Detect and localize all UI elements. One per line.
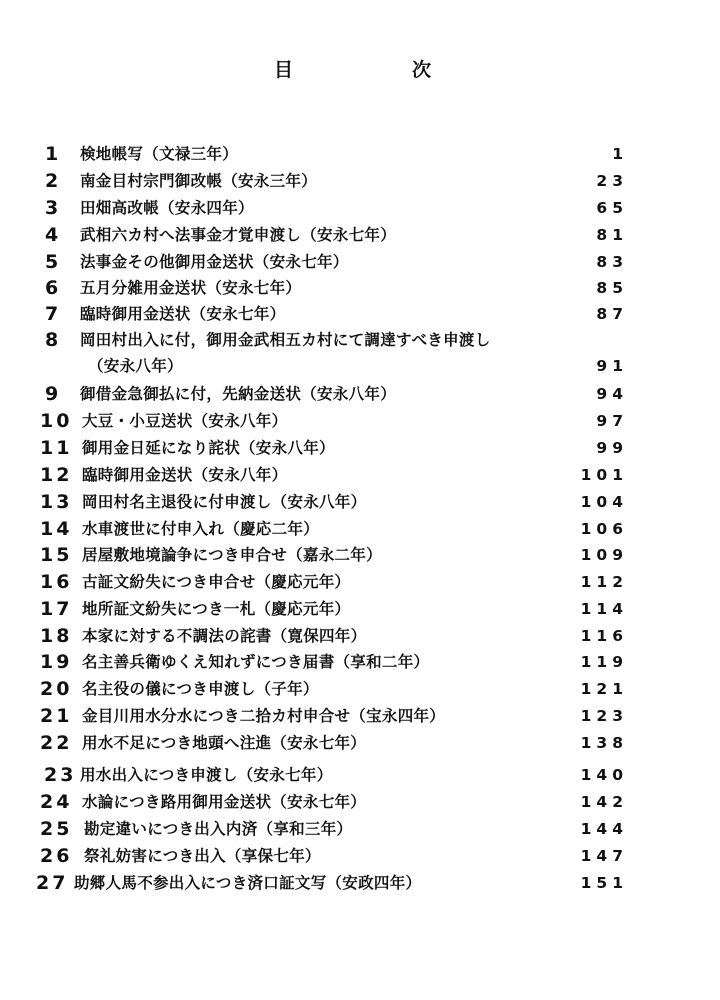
entry-page: 142 <box>580 793 628 811</box>
entry-page: 104 <box>580 493 628 511</box>
toc-entry <box>0 704 720 730</box>
entry-number: 27 <box>36 872 69 894</box>
entry-page: 123 <box>580 707 628 725</box>
entry-number: 11 <box>40 437 73 459</box>
entry-page: 85 <box>596 279 628 297</box>
entry-number: 14 <box>40 518 73 540</box>
toc-entry <box>0 436 720 462</box>
entry-number: 7 <box>45 303 62 325</box>
entry-page: 1 <box>612 145 628 163</box>
entry-title: 法事金その他御用金送状（安永七年） <box>80 253 349 271</box>
toc-entry <box>0 763 720 789</box>
entry-title: 水車渡世に付申入れ（慶応二年） <box>82 520 320 538</box>
toc-entry <box>0 597 720 623</box>
entry-title: 金目川用水分水につき二拾カ村申合せ（宝永四年） <box>82 707 446 725</box>
entry-number: 10 <box>40 410 73 432</box>
entry-title-continuation: （安永八年） <box>88 357 183 375</box>
entry-title: 勘定違いにつき出入内済（享和三年） <box>84 820 353 838</box>
toc-entry <box>0 817 720 843</box>
toc-entry <box>0 844 720 870</box>
entry-title: 御用金日延になり詫状（安永八年） <box>82 439 335 457</box>
toc-entry <box>0 409 720 435</box>
toc-entry <box>0 517 720 543</box>
toc-entry <box>0 223 720 249</box>
entry-page: 99 <box>596 439 628 457</box>
entry-title: 用水不足につき地頭へ注進（安永七年） <box>82 734 367 752</box>
entry-page: 119 <box>580 653 628 671</box>
entry-title: 岡田村名主退役に付申渡し（安永八年） <box>82 493 367 511</box>
entry-title: 臨時御用金送状（安永八年） <box>82 466 288 484</box>
entry-title: 岡田村出入に付，御用金武相五カ村にて調達すべき申渡し <box>80 331 491 349</box>
entry-number: 25 <box>40 818 73 840</box>
entry-title: 祭礼妨害につき出入（享保七年） <box>84 847 321 865</box>
toc-entry-continuation <box>0 354 720 380</box>
entry-number: 22 <box>40 732 73 754</box>
toc-entry <box>0 169 720 195</box>
entry-page: 116 <box>580 627 628 645</box>
entry-number: 3 <box>45 197 62 219</box>
entry-title: 御借金急御払に付，先納金送状（安永八年） <box>80 385 397 403</box>
entry-page: 140 <box>580 766 628 784</box>
entry-page: 81 <box>596 226 628 244</box>
entry-number: 19 <box>40 651 73 673</box>
toc-entry <box>0 871 720 897</box>
entry-page: 112 <box>580 573 628 591</box>
entry-title: 大豆・小豆送状（安永八年） <box>82 412 288 430</box>
entry-number: 15 <box>40 544 73 566</box>
entry-number: 9 <box>45 383 62 405</box>
entry-number: 20 <box>40 678 73 700</box>
entry-page: 106 <box>580 520 628 538</box>
toc-entry <box>0 570 720 596</box>
entry-title: 用水出入につき申渡し（安永七年） <box>80 766 333 784</box>
toc-entry <box>0 250 720 276</box>
entry-page: 147 <box>580 847 628 865</box>
entry-number: 26 <box>40 845 73 867</box>
entry-number: 6 <box>45 277 62 299</box>
entry-number: 16 <box>40 571 73 593</box>
entry-title: 古証文紛失につき申合せ（慶応元年） <box>82 573 351 591</box>
entry-number: 21 <box>40 705 73 727</box>
entry-number: 2 <box>45 170 62 192</box>
entry-page: 83 <box>596 253 628 271</box>
entry-title: 地所証文紛失につき一札（慶応元年） <box>82 600 351 618</box>
entry-page: 91 <box>596 357 628 375</box>
toc-entry <box>0 463 720 489</box>
entry-number: 5 <box>45 251 62 273</box>
entry-number: 8 <box>45 329 62 351</box>
entry-title: 名主善兵衛ゆくえ知れずにつき届書（享和二年） <box>82 653 430 671</box>
entry-page: 144 <box>580 820 628 838</box>
entry-title: 臨時御用金送状（安永七年） <box>80 305 286 323</box>
entry-title: 五月分雑用金送状（安永七年） <box>80 279 302 297</box>
entry-title: 助郷人馬不参出入につき済口証文写（安政四年） <box>74 874 422 892</box>
toc-entry <box>0 677 720 703</box>
entry-page: 101 <box>580 466 628 484</box>
toc-entry <box>0 328 720 354</box>
entry-page: 121 <box>580 680 628 698</box>
toc-entry <box>0 490 720 516</box>
entry-number: 13 <box>40 491 73 513</box>
entry-page: 114 <box>580 600 628 618</box>
toc-entry <box>0 731 720 757</box>
heading-char-ji: 次 <box>412 59 432 81</box>
toc-entry <box>0 624 720 650</box>
heading-char-moku: 目 <box>274 59 294 81</box>
entry-number: 4 <box>45 224 62 246</box>
entry-title: 武相六カ村へ法事金才覚申渡し（安永七年） <box>80 226 397 244</box>
entry-number: 12 <box>40 464 73 486</box>
entry-number: 18 <box>40 625 73 647</box>
entry-title: 南金目村宗門御改帳（安永三年） <box>80 172 318 190</box>
entry-page: 87 <box>596 305 628 323</box>
entry-page: 23 <box>596 172 628 190</box>
entry-title: 田畑高改帳（安永四年） <box>80 199 254 217</box>
toc-entry <box>0 543 720 569</box>
entry-page: 109 <box>580 546 628 564</box>
entry-page: 94 <box>596 385 628 403</box>
toc-entry <box>0 302 720 328</box>
entry-page: 151 <box>580 874 628 892</box>
toc-entry <box>0 276 720 302</box>
entry-page: 138 <box>580 734 628 752</box>
entry-title: 検地帳写（文禄三年） <box>80 145 239 163</box>
toc-entry <box>0 382 720 408</box>
entry-number: 17 <box>40 598 73 620</box>
entry-number: 1 <box>45 143 62 165</box>
entry-page: 65 <box>596 199 628 217</box>
entry-page: 97 <box>596 412 628 430</box>
toc-entry <box>0 196 720 222</box>
entry-title: 本家に対する不調法の詫書（寛保四年） <box>82 627 367 645</box>
entry-title: 名主役の儀につき申渡し（子年） <box>82 680 319 698</box>
entry-number: 24 <box>40 791 73 813</box>
entry-number: 23 <box>44 764 77 786</box>
entry-title: 居屋敷地境論争につき申合せ（嘉永二年） <box>82 546 382 564</box>
toc-entry <box>0 790 720 816</box>
toc-entry <box>0 142 720 168</box>
entry-title: 水論につき路用御用金送状（安永七年） <box>82 793 367 811</box>
toc-entry <box>0 650 720 676</box>
